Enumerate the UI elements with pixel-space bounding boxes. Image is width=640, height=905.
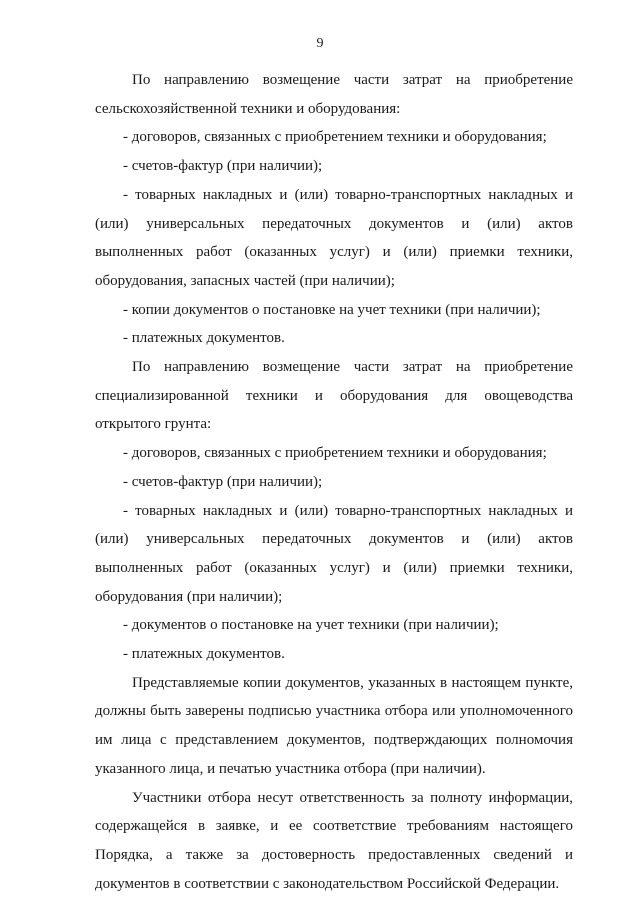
list-item: - товарных накладных и (или) товарно-транспортных накладных и (или) универсальных передаточных документов и (или) актов выполненных работ (оказанных услуг) и (или) приемки техники, оборудования (при наличии);	[95, 502, 573, 605]
list-item: - платежных документов.	[123, 330, 285, 347]
list-item: - товарных накладных и (или) товарно-транспортных накладных и (или) универсальных передаточных документов и (или) актов выполненных работ (оказанных услуг) и (или) приемки техники, оборудования, запасных частей (при наличии);	[95, 186, 573, 289]
list-item: - договоров, связанных с приобретением техники и оборудования;	[123, 445, 547, 462]
list-item: - договоров, связанных с приобретением техники и оборудования;	[123, 129, 547, 146]
document-body	[95, 66, 573, 898]
paragraph-copies-certification: Представляемые копии документов, указанных в настоящем пункте, должны быть заверены подписью участника отбора или уполномоченного им лица с представлением документов, подтверждающих полномочия указанного лица, и печатью участника отбора (при наличии).	[95, 674, 573, 777]
page-number: 9	[316, 36, 324, 51]
list-item: - документов о постановке на учет техники (при наличии);	[123, 617, 499, 634]
list-item: - платежных документов.	[123, 646, 285, 663]
list-item: - счетов-фактур (при наличии);	[123, 158, 323, 175]
list-item: - счетов-фактур (при наличии);	[123, 473, 323, 490]
paragraph-responsibility: Участники отбора несут ответственность за полноту информации, содержащейся в заявке, и ее соответствие требованиям настоящего Порядка, а также за достоверность предоставленных сведений и документов в соответствии с законодательством Российской Федерации.	[95, 789, 573, 892]
list-item: - копии документов о постановке на учет техники (при наличии);	[123, 301, 541, 318]
paragraph-vegetable-equipment-intro: По направлению возмещение части затрат на приобретение специализированной техники и оборудования для овощеводства открытого грунта:	[95, 359, 573, 433]
paragraph-agri-equipment-intro: По направлению возмещение части затрат на приобретение сельскохозяйственной техники и оборудования:	[95, 72, 573, 117]
